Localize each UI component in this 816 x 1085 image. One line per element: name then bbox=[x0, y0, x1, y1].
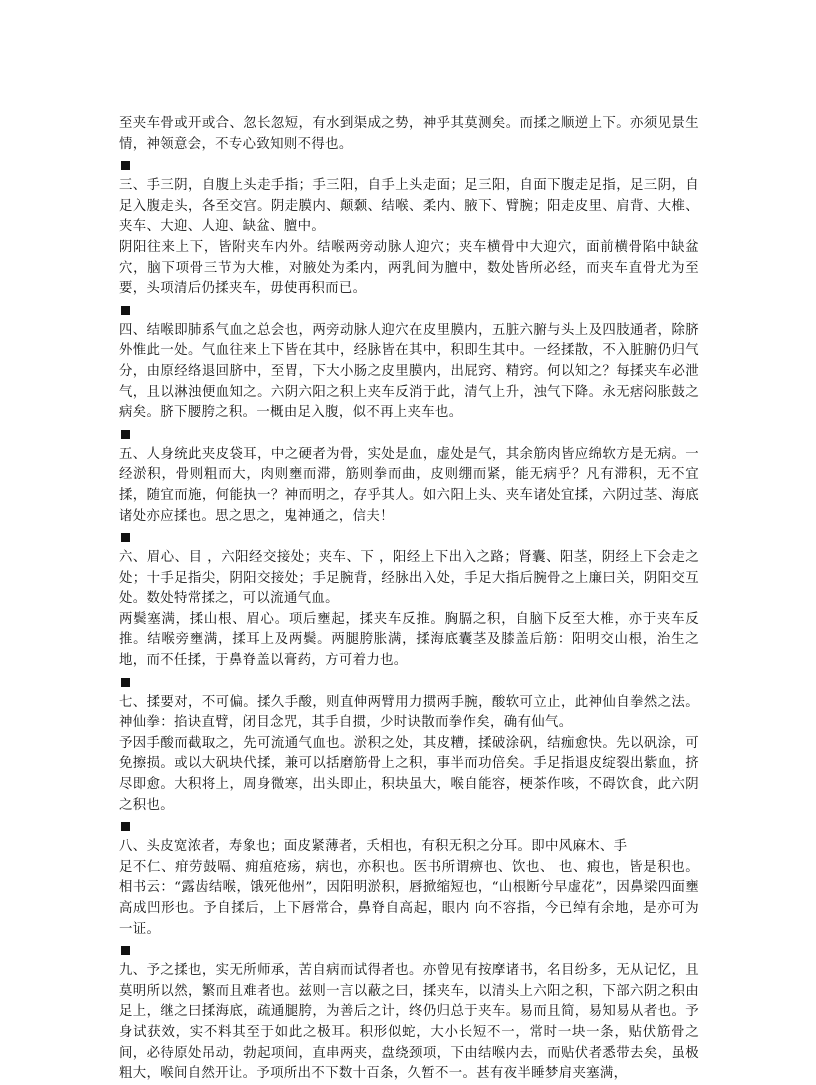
paragraph-section-7: 七、揉要对，不可偏。揉久手酸，则直伸两臂用力掼两手腕，酸软可立止，此神仙自拳然之法。神仙拳：掐诀直臂，闭目念咒，其手自掼，少时诀散而拳作矣，确有仙气。 bbox=[119, 694, 699, 731]
paragraph-section-6: 六、眉心、目 ，六阳经交接处；夹车、下 ，阳经上下出入之路；肾囊、阳茎，阴经上下会走之处；十手足指尖，阴阳交接处；手足腕背，经脉出入处，手足大指后腕骨之上廉曰关，阴阳交互处。数处特常揉之，可以流通气血。 bbox=[119, 550, 699, 607]
section-bullet-square bbox=[121, 678, 130, 687]
paragraph-section-6-cont: 两鬓塞满，揉山根、眉心。项后壅起，揉夹车反推。胸膈之积，自脑下反至大椎，亦于夹车反推。结喉旁壅满，揉耳上及两鬓。两腿胯胀满，揉海底囊茎及膝盖后筋：阳明交山根，治生之地，而不任揉，于鼻脊盖以膏药，方可着力也。 bbox=[119, 611, 699, 669]
paragraph-section-7-cont: 予因手酸而截取之，先可流通气血也。淤积之处，其皮糟，揉破涂矾，结痂愈快。先以矾涂，可免擦损。或以大矾块代揉，兼可以括磨筋骨上之积，事半而功倍矣。手足指退皮绽裂出紫血，挤尽即愈。大积将上，周身微寒，出头即止，积块虽大，喉自能容，梗茶作咳，不碍饮食，此六阴之积也。 bbox=[119, 735, 699, 813]
section-bullet-square bbox=[121, 306, 130, 315]
paragraph-section-8: 八、头皮宽浓者，寿象也；面皮紧薄者，夭相也，有积无积之分耳。即中风麻木、手 bbox=[119, 839, 628, 855]
section-bullet-square bbox=[121, 161, 130, 170]
section-bullet-square bbox=[121, 822, 130, 831]
section-bullet-square bbox=[121, 533, 130, 542]
paragraph-section-3: 三、手三阴，自腹上头走手指；手三阳，自手上头走面；足三阳，自面下腹走足指，足三阴，自足入腹走头，各至交宫。阴走膜内、颠颡、结喉、柔内、腋下、臂腕；阳走皮里、肩背、大椎、夹车、大迎、人迎、缺盆、膻中。 bbox=[119, 178, 699, 235]
section-bullet-square bbox=[121, 430, 130, 439]
paragraph-section-8-cont: 足不仁、疳劳鼓嗝、痈疽疮疡，病也，亦积也。医书所谓痹也、饮也、 也、瘕也，皆是积也。相书云：“露齿结喉，饿死他州”，因阳明淤积，唇掀缩短也，“山根断兮早虚花”，因鼻梁四面壅高成凹形也。予自揉后，上下唇常合，鼻脊自高起，眼内 向不容指，今已绰有余地，是亦可为一证。 bbox=[119, 859, 699, 937]
paragraph-section-9: 九、予之揉也，实无所师承，苦自病而试得者也。亦曾见有按摩诸书，名目纷多，无从记忆，且莫明所以然，繁而且难者也。兹则一言以蔽之曰，揉夹车，以清头上六阳之积，下部六阴之积由足上，继之曰揉海底，疏通腿胯，为善后之计，终仍归总于夹车。易而且简，易知易从者也。予身试获效，实不料其至于如此之极耳。积形似蛇，大小长短不一，常时一块一条，贴伏筋骨之间，必待原处吊动，勃起项间，直串两夹，盘绕颈项，下由结喉内去，而贴伏者悉带去矣，虽极粗大，喉间自然开让。予项所出不下数十百条，久暂不一。甚有夜半睡梦肩夹塞满， bbox=[119, 963, 699, 1082]
paragraph-section-5: 五、人身统此夹皮袋耳，中之硬者为骨，实处是血，虚处是气，其余筋肉皆应绵软方是无病。一经淤积，骨则粗而大，肉则壅而滞，筋则拳而曲，皮则绷而紧，能无病乎？凡有滞积，无不宜揉，随宜而施，何能执一？神而明之，存乎其人。如六阳上头、夹车诸处宜揉，六阴过茎、海底诸处亦应揉也。思之思之，鬼神通之，信夫！ bbox=[119, 446, 699, 524]
paragraph-section-4: 四、结喉即肺系气血之总会也，两旁动脉人迎穴在皮里膜内，五脏六腑与头上及四肢通者，除脐外惟此一处。气血往来上下皆在其中，经脉皆在其中，积即生其中。一经揉散，不入脏腑仍归气分，由原经络退回脐中，至胃，下大小肠之皮里膜内，出屁窍、精窍。何以知之？每揉夹车必泄气，且以淋浊便血知之。六阴六阳之积上夹车反消于此，清气上升，浊气下降。永无痞闷胀鼓之病矣。脐下腰胯之积。一概由足入腹，似不再上夹车也。 bbox=[119, 322, 699, 421]
section-bullet-square bbox=[121, 946, 130, 955]
document-page bbox=[119, 114, 699, 1085]
paragraph-section-3-cont: 阴阳往来上下，皆附夹车内外。结喉两旁动脉人迎穴；夹车横骨中大迎穴，面前横骨陷中缺盆穴，脑下项骨三节为大椎，对腋处为柔内，两乳间为膻中，数处皆所必经，而夹车直骨尤为至要，头项清后仍揉夹车，毋使再积而已。 bbox=[119, 239, 699, 297]
paragraph-continuation: 至夹车骨或开或合、忽长忽短，有水到渠成之势，神乎其莫测矣。而揉之顺逆上下。亦须见景生情，神领意会，不专心致知则不得也。 bbox=[119, 116, 699, 152]
